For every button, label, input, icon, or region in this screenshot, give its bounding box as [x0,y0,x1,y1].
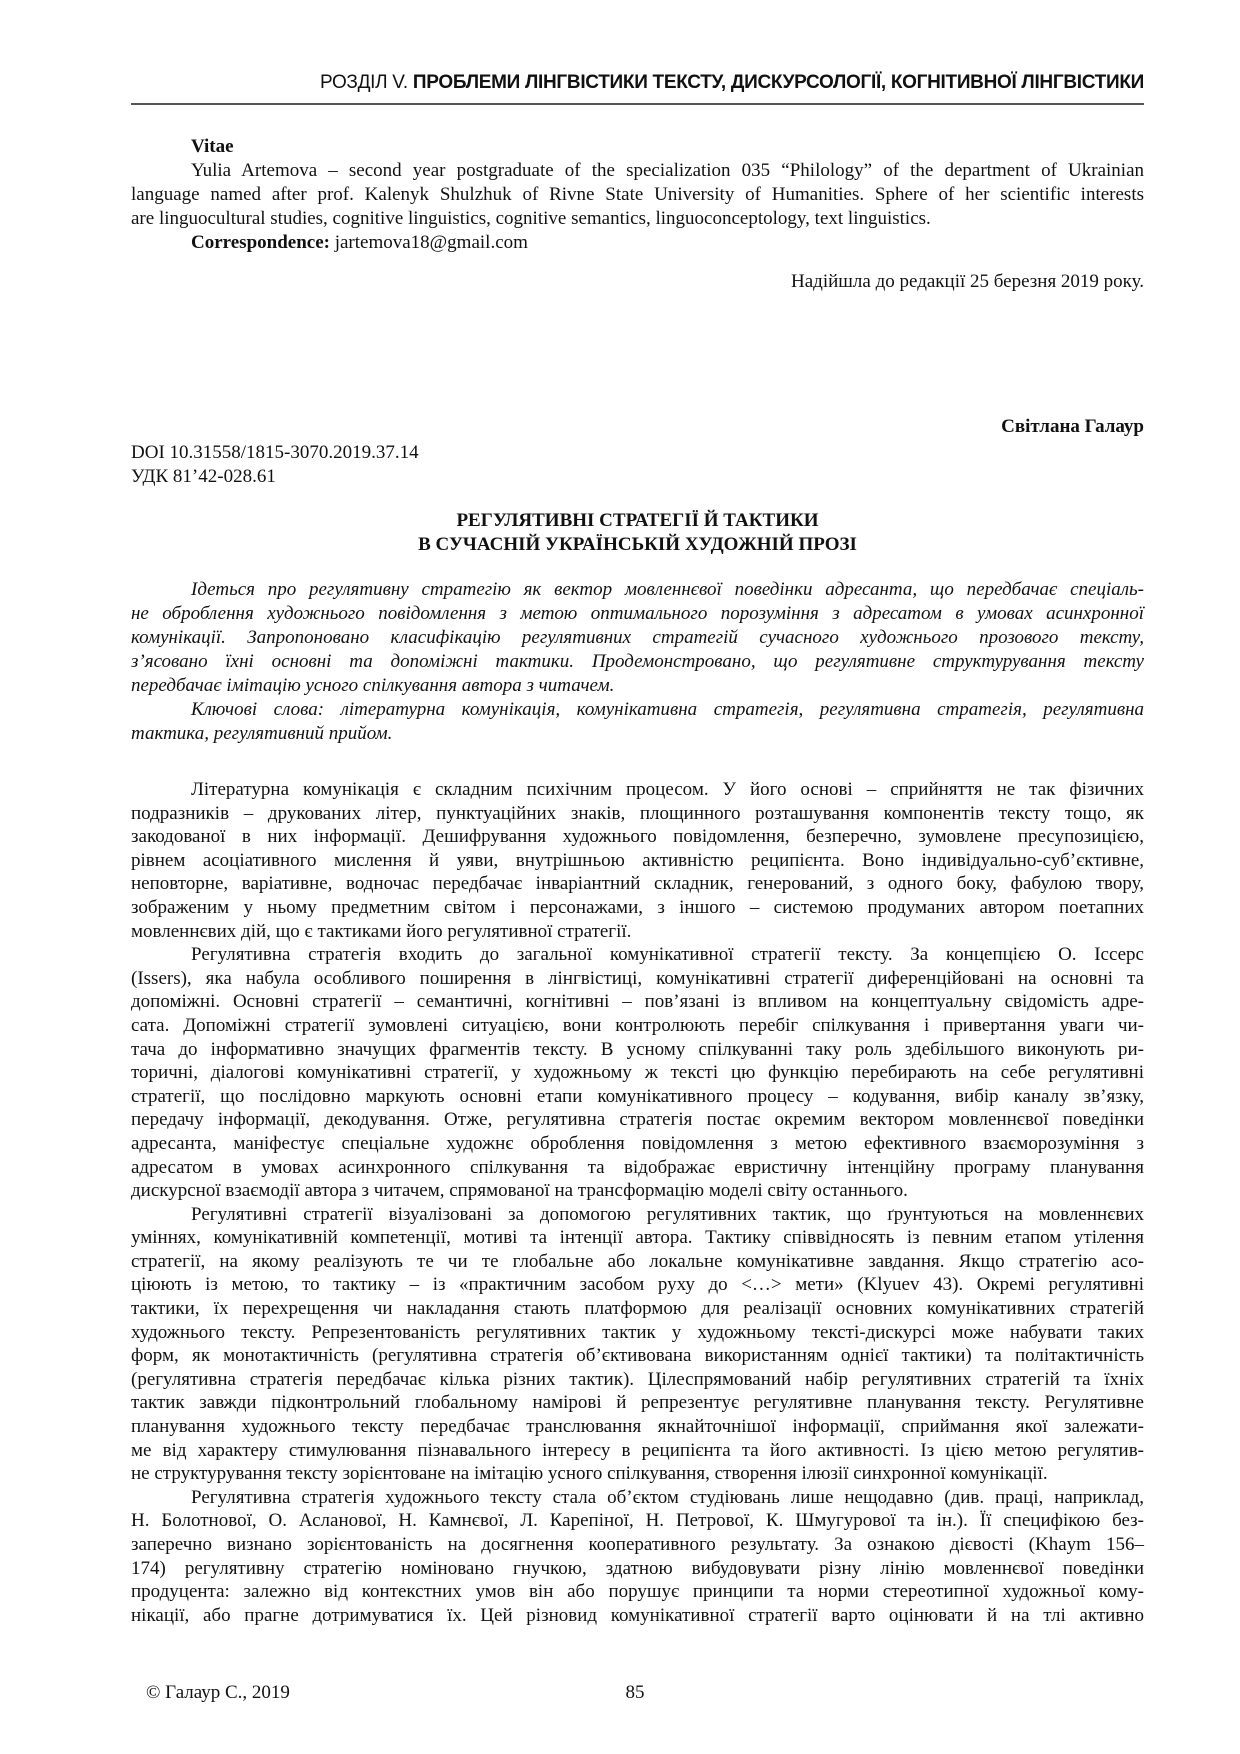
abstract-text [131,578,1144,698]
text-line: (регулятивна стратегія передбачає кілька різних тактик). Цілеспрямований набір регулятивних стратегій та їхніх [131,1368,1144,1390]
copyright: © Галаур С., 2019 [146,1682,290,1703]
doi: DOI 10.31558/1815-3070.2019.37.14 [131,442,419,463]
text-line: планування художнього тексту передбачає транслювання якнайточнішої інформації, сприймання якої залежати- [131,1416,1144,1438]
paragraph [131,943,1144,1203]
text-line: сата. Допоміжні стратегії зумовлені ситуацією, вони контролюють перебіг спілкування і привертання уваги чи- [131,1014,1144,1036]
text-line: не структурування тексту зорієнтоване на імітацію усного спілкування, створення ілюзії синхронної комунікації. [131,1463,1048,1485]
text-line: комунікації. Запропоновано класифікацію регулятивних стратегій сучасного художнього прозового тексту, [131,627,1144,648]
paragraph [131,1486,1144,1628]
text-line: уміннях, комунікативній компетенції, мотиві та інтенції автора. Тактику співвідносять із певним етапом утілення [131,1227,1144,1249]
text-line: Літературна комунікація є складним психічним процесом. У його основі – сприйняття не так фізичних [191,779,1144,800]
text-line: неповторне, варіативне, водночас передбачає інваріантний складник, генерований, з одного боку, фабулою твору, [131,873,1144,895]
header-divider [131,103,1144,105]
text-line: Yulia Artemova – second year postgraduate of the specialization 035 “Philology” of the department of Ukrainian [191,160,1144,181]
vitae-section [131,135,1144,255]
text-line: ціюють із метою, то тактику – із «практичним засобом руху до <…> мети» (Klyuev 43). Окремі регулятивні [131,1274,1144,1296]
text-line: форм, як монотактичність (регулятивна стратегія об’єктивована використанням однієї тактики) та політактичність [131,1345,1144,1367]
page-number: 85 [625,1682,645,1703]
text-line: дискурсної взаємодії автора з читачем, спрямованої на трансформацію моделі світу останнього. [131,1180,908,1202]
text-line: адресатом в умовах асинхронного спілкування та відображає евристичну інтенційну програму планування [131,1156,1144,1178]
paragraph [131,1203,1144,1486]
abstract [131,578,1144,746]
text-line: з’ясовано їхні основні та допоміжні тактики. Продемонстровано, що регулятивне структурування тексту [131,651,1144,672]
text-line: допоміжні. Основні стратегії – семантичні, когнітивні – пов’язані із впливом на концептуальну свідомість адре- [131,991,1144,1013]
text-line: 174) регулятивну стратегію номіновано гнучкою, здатною вибудовувати різну лінію мовленнєвої поведінки [131,1557,1144,1579]
received-date: Надійшла до редакції 25 березня 2019 року. [791,271,1144,292]
text-line: are linguocultural studies, cognitive linguistics, cognitive semantics, linguoconceptology, text linguistics. [131,208,931,229]
text-line: не оброблення художнього повідомлення з метою оптимального порозуміння з адресатом в умовах асинхронної [131,603,1144,624]
udc: УДК 81’42-028.61 [131,466,276,487]
correspondence-label: Correspondence: [191,232,330,253]
text-line: рівнем асоціативного мислення й уяви, внутрішньою активністю реципієнта. Воно індивідуально-суб’єктивне, [131,849,1144,871]
text-line: заперечно визнано зорієнтованість на досягнення кооперативного результату. За ознакою дієвості (Khaym 156– [131,1534,1144,1555]
article-body [131,778,1144,1627]
text-line: (Issers), яка набула особливого поширення в лінгвістиці, комунікативні стратегії диференційовані на основні та [131,967,1144,989]
keywords [131,698,1144,746]
vitae-text [131,159,1144,231]
text-line: художнього тексту. Репрезентованість регулятивних тактик у художньому тексті-дискурсі може набувати таких [131,1321,1144,1343]
correspondence [131,231,1144,255]
text-line: тактик завжди підконтрольний глобальному намірові й репрезентує регулятивне планування тексту. Регулятивне [131,1392,1144,1414]
text-line: language named after prof. Kalenyk Shulzhuk of Rivne State University of Humanities. Sphere of her scientific interests [131,184,1144,205]
text-line: Ідеться про регулятивну стратегію як вектор мовленнєвої поведінки адресанта, що передбачає спеціаль- [191,579,1144,600]
text-line: продуцента: залежно від контекстних умов він або порушує принципи та норми стереотипної художньої кому- [131,1581,1144,1603]
text-line: тача до інформативно значущих фрагментів тексту. В усному спілкуванні таку роль здебільшого виконують ри- [131,1038,1144,1060]
text-line: Регулятивна стратегія художнього тексту стала об’єктом студіювань лише нещодавно (див. праці, наприклад, [191,1486,1144,1508]
text-line: адресанта, маніфестує спеціальне художнє оброблення повідомлення з метою ефективного взаєморозуміння з [131,1132,1144,1154]
text-line: стратегії, що послідовно маркують основні етапи комунікативного процесу – кодування, вибір каналу зв’язку, [131,1085,1144,1107]
text-line: мовленнєвих дій, що є тактиками його регулятивної стратегії. [131,920,632,942]
article-title [131,509,1144,557]
text-line: зображеним у ньому предметним світом і персонажами, з іншого – системою продуманих автором поетапних [131,896,1144,918]
running-header [131,72,1144,94]
text-line: нікації, або прагне дотримуватися їх. Цей різновид комунікативної стратегії варто оцінювати й на тлі активно [131,1604,1144,1626]
text-line: торичні, діалогові комунікативні стратегії, у художньому ж тексті цю функцію перебирають на себе регулятивні [131,1062,1144,1084]
article-author: Світлана Галаур [1001,416,1144,437]
text-line: тактики, їх перехрещення чи накладання стають платформою для реалізації основних комунікативних стратегій [131,1298,1144,1320]
text-line: Регулятивна стратегія входить до загальної комунікативної стратегії тексту. За концепцією О. Іссерс [191,944,1144,966]
text-line: ме від характеру стимулювання пізнавального інтересу в реципієнта та його активності. Із цією метою регулятив- [131,1439,1144,1461]
section-title: ПРОБЛЕМИ ЛІНГВІСТИКИ ТЕКСТУ, ДИСКУРСОЛОГІЇ, КОГНІТИВНОЇ ЛІНГВІСТИКИ [412,72,1144,93]
paragraph [131,778,1144,943]
text-line: передбачає імітацію усного спілкування автора з читачем. [131,675,615,696]
article-title-line: РЕГУЛЯТИВНІ СТРАТЕГІЇ Й ТАКТИКИ [456,510,819,531]
text-line: тактика, регулятивний прийом. [131,723,393,744]
text-line: Регулятивні стратегії візуалізовані за допомогою регулятивних тактик, що ґрунтуються на мовленнєвих [191,1203,1144,1225]
text-line: закодованої в них інформації. Дешифрування художнього повідомлення, безперечно, зумовлене пресупозицією, [131,826,1144,848]
text-line: стратегії, на якому реалізують те чи те глобальне або локальне комунікативне завдання. Якщо стратегію асо- [131,1250,1144,1272]
text-line: подразників – друкованих літер, пунктуаційних знаків, площинного розташування компонентів тексту тощо, як [131,802,1144,824]
text-line: Ключові слова: літературна комунікація, комунікативна стратегія, регулятивна стратегія, регулятивна [191,699,1144,720]
section-label: РОЗДІЛ V. [319,72,408,93]
text-line: Н. Болотнової, О. Асланової, Н. Камнєвої, Л. Карепіної, Н. Петрової, К. Шмугурової та ін.). Її специфікою без- [131,1510,1144,1532]
correspondence-email[interactable]: jartemova18@gmail.com [334,232,528,253]
text-line: передачу інформації, декодування. Отже, регулятивна стратегія постає окремим вектором мовленнєвої поведінки [131,1109,1144,1131]
vitae-heading: Vitae [191,136,234,157]
article-title-line: В СУЧАСНІЙ УКРАЇНСЬКІЙ ХУДОЖНІЙ ПРОЗІ [418,534,857,555]
